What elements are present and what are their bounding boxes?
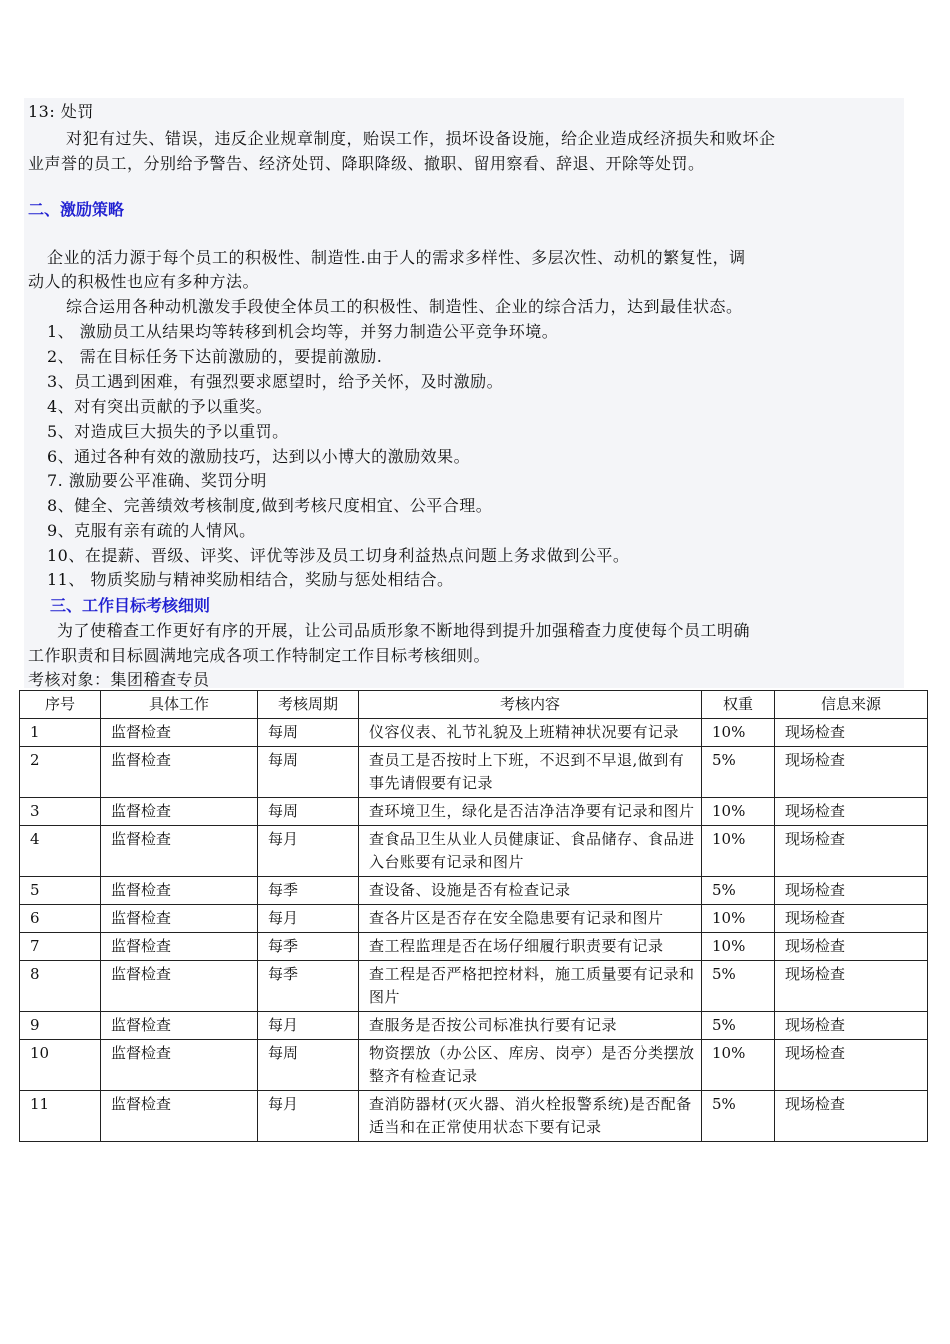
cell-weight: 10% (702, 905, 775, 933)
section-3-intro-line1: 为了使稽查工作更好有序的开展，让公司品质形象不断地得到提升加强稽查力度使每个员工明确 (57, 621, 751, 640)
cell-task: 监督检查 (101, 798, 258, 826)
cell-task: 监督检查 (101, 747, 258, 798)
section-2-para2: 综合运用各种动机激发手段使全体员工的积极性、制造性、企业的综合活力，达到最佳状态。 (66, 297, 743, 316)
cell-task: 监督检查 (101, 961, 258, 1012)
cell-content: 查员工是否按时上下班，不迟到不早退,做到有事先请假要有记录 (359, 747, 702, 798)
table-row (20, 826, 928, 877)
incentive-item-11: 11、 物质奖励与精神奖励相结合，奖励与惩处相结合。 (47, 570, 454, 589)
cell-index: 6 (20, 905, 101, 933)
cell-index: 7 (20, 933, 101, 961)
cell-index: 4 (20, 826, 101, 877)
assessment-table (19, 690, 928, 1142)
cell-content: 查工程监理是否在场仔细履行职责要有记录 (359, 933, 702, 961)
header-period: 考核周期 (258, 691, 359, 719)
incentive-item-3: 3、员工遇到困难，有强烈要求愿望时，给予关怀，及时激励。 (47, 372, 504, 391)
section-13-line2: 业声誉的员工，分别给予警告、经济处罚、降职降级、撤职、留用察看、辞退、开除等处罚。 (28, 154, 705, 173)
cell-period: 每周 (258, 798, 359, 826)
table-row (20, 905, 928, 933)
header-source: 信息来源 (775, 691, 928, 719)
section-13-title: 13: 处罚 (28, 102, 94, 121)
cell-source: 现场检查 (775, 747, 928, 798)
cell-weight: 10% (702, 1040, 775, 1091)
cell-content: 查设备、设施是否有检查记录 (359, 877, 702, 905)
cell-index: 5 (20, 877, 101, 905)
table-header-row (20, 691, 928, 719)
cell-source: 现场检查 (775, 1040, 928, 1091)
section-3-intro-line2: 工作职责和目标圆满地完成各项工作特制定工作目标考核细则。 (28, 646, 491, 665)
cell-task: 监督检查 (101, 933, 258, 961)
section-2-para1-line2: 动人的积极性也应有多种方法。 (28, 272, 260, 291)
cell-task: 监督检查 (101, 826, 258, 877)
cell-index: 8 (20, 961, 101, 1012)
cell-source: 现场检查 (775, 1091, 928, 1142)
table-row (20, 933, 928, 961)
cell-period: 每周 (258, 747, 359, 798)
cell-content: 查环境卫生，绿化是否洁净洁净要有记录和图片 (359, 798, 702, 826)
cell-source: 现场检查 (775, 1012, 928, 1040)
cell-weight: 5% (702, 877, 775, 905)
cell-source: 现场检查 (775, 877, 928, 905)
cell-task: 监督检查 (101, 719, 258, 747)
cell-index: 2 (20, 747, 101, 798)
section-2-para1-line1: 企业的活力源于每个员工的积极性、制造性.由于人的需求多样性、多层次性、动机的繁复性，调 (47, 248, 746, 267)
cell-content: 查各片区是否存在安全隐患要有记录和图片 (359, 905, 702, 933)
table-row (20, 798, 928, 826)
cell-task: 监督检查 (101, 877, 258, 905)
incentive-item-4: 4、对有突出贡献的予以重奖。 (47, 397, 273, 416)
cell-weight: 5% (702, 1091, 775, 1142)
section-3-heading: 三、工作目标考核细则 (50, 596, 211, 615)
cell-source: 现场检查 (775, 719, 928, 747)
cell-period: 每周 (258, 1040, 359, 1091)
table-row (20, 961, 928, 1012)
assessment-target: 考核对象：集团稽查专员 (28, 670, 210, 689)
cell-source: 现场检查 (775, 961, 928, 1012)
cell-task: 监督检查 (101, 1012, 258, 1040)
incentive-item-5: 5、对造成巨大损失的予以重罚。 (47, 422, 289, 441)
cell-period: 每月 (258, 1091, 359, 1142)
cell-content: 查工程是否严格把控材料，施工质量要有记录和图片 (359, 961, 702, 1012)
cell-task: 监督检查 (101, 905, 258, 933)
cell-weight: 10% (702, 826, 775, 877)
cell-content: 查食品卫生从业人员健康证、食品储存、食品进入台账要有记录和图片 (359, 826, 702, 877)
table-row (20, 877, 928, 905)
section-2-heading: 二、激励策略 (28, 200, 125, 219)
header-index: 序号 (20, 691, 101, 719)
incentive-item-6: 6、通过各种有效的激励技巧，达到以小博大的激励效果。 (47, 447, 471, 466)
header-weight: 权重 (702, 691, 775, 719)
cell-index: 1 (20, 719, 101, 747)
cell-period: 每周 (258, 719, 359, 747)
section-13-line1: 对犯有过失、错误，违反企业规章制度，贻误工作，损坏设备设施，给企业造成经济损失和败坏企 (66, 129, 776, 148)
incentive-item-7: 7. 激励要公平准确、奖罚分明 (47, 471, 267, 490)
cell-weight: 10% (702, 719, 775, 747)
incentive-item-1: 1、 激励员工从结果均等转移到机会均等，并努力制造公平竞争环境。 (47, 322, 559, 341)
incentive-item-9: 9、克服有亲有疏的人情风。 (47, 521, 256, 540)
cell-weight: 5% (702, 1012, 775, 1040)
table-row (20, 747, 928, 798)
cell-task: 监督检查 (101, 1091, 258, 1142)
cell-period: 每月 (258, 1012, 359, 1040)
table-row (20, 1091, 928, 1142)
cell-content: 查消防器材(灭火器、消火栓报警系统)是否配备适当和在正常使用状态下要有记录 (359, 1091, 702, 1142)
cell-weight: 5% (702, 961, 775, 1012)
cell-period: 每季 (258, 877, 359, 905)
cell-task: 监督检查 (101, 1040, 258, 1091)
cell-weight: 10% (702, 798, 775, 826)
table-row (20, 1040, 928, 1091)
header-content: 考核内容 (359, 691, 702, 719)
cell-source: 现场检查 (775, 798, 928, 826)
cell-source: 现场检查 (775, 905, 928, 933)
incentive-item-10: 10、在提薪、晋级、评奖、评优等涉及员工切身利益热点问题上务求做到公平。 (47, 546, 630, 565)
table-row (20, 719, 928, 747)
cell-index: 3 (20, 798, 101, 826)
table-row (20, 1012, 928, 1040)
cell-content: 查服务是否按公司标准执行要有记录 (359, 1012, 702, 1040)
cell-index: 9 (20, 1012, 101, 1040)
cell-period: 每季 (258, 933, 359, 961)
cell-period: 每季 (258, 961, 359, 1012)
cell-index: 11 (20, 1091, 101, 1142)
cell-content: 仪容仪表、礼节礼貌及上班精神状况要有记录 (359, 719, 702, 747)
incentive-item-2: 2、 需在目标任务下达前激励的，要提前激励. (47, 347, 383, 366)
cell-period: 每月 (258, 905, 359, 933)
cell-source: 现场检查 (775, 933, 928, 961)
cell-content: 物资摆放（办公区、库房、岗亭）是否分类摆放整齐有检查记录 (359, 1040, 702, 1091)
cell-period: 每月 (258, 826, 359, 877)
cell-source: 现场检查 (775, 826, 928, 877)
cell-index: 10 (20, 1040, 101, 1091)
incentive-item-8: 8、健全、完善绩效考核制度,做到考核尺度相宜、公平合理。 (47, 496, 493, 515)
header-task: 具体工作 (101, 691, 258, 719)
cell-weight: 5% (702, 747, 775, 798)
cell-weight: 10% (702, 933, 775, 961)
